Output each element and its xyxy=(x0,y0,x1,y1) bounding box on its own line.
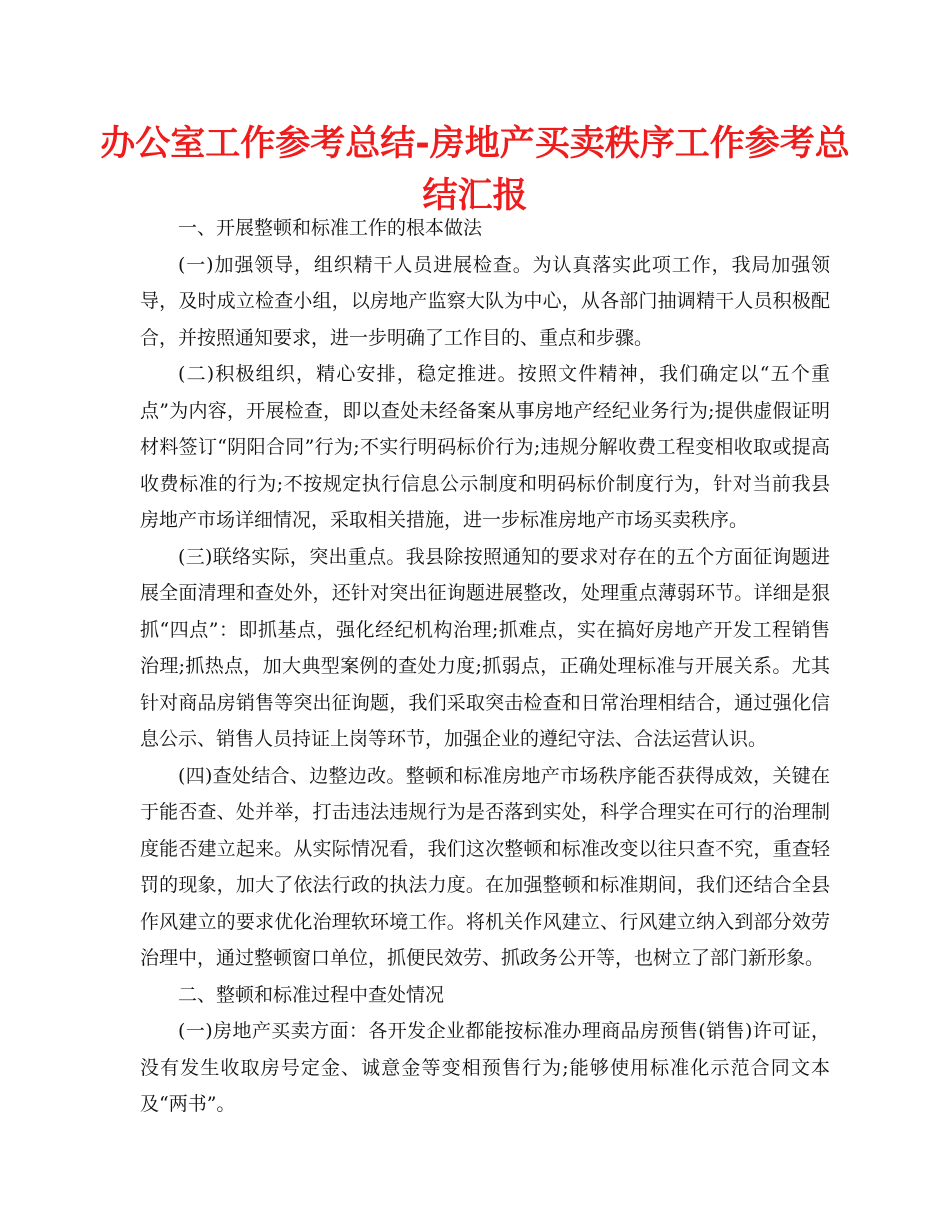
section-heading-2: 二、整顿和标准过程中查处情况 xyxy=(178,983,445,1006)
paragraph: (四)查处结合、边整边改。整顿和标准房地产市场秩序能否获得成效，关键在于能否查、处并举，打击违法违规行为是否落到实处，科学合理实在可行的治理制度能否建立起来。从实际情况看，我们这次整顿和标准改变以往只查不究，重查轻罚的现象，加大了依法行政的执法力度。在加强整顿和标准期间，我们还结合全县作风建立的要求优化治理软环境工作。将机关作风建立、行风建立纳入到部分效劳治理中，通过整顿窗口单位，抓便民效劳、抓政务公开等，也树立了部门新形象。 xyxy=(140,764,830,969)
paragraph: (一)加强领导，组织精干人员进展检查。为认真落实此项工作，我局加强领导，及时成立检查小组，以房地产监察大队为中心，从各部门抽调精干人员积极配合，并按照通知要求，进一步明确了工作目的、重点和步骤。 xyxy=(140,253,830,349)
document-body xyxy=(140,210,830,1123)
paragraph: (一)房地产买卖方面：各开发企业都能按标准办理商品房预售(销售)许可证，没有发生收取房号定金、诚意金等变相预售行为;能够使用标准化示范合同文本及“两书”。 xyxy=(140,1020,830,1115)
paragraph: (二)积极组织，精心安排，稳定推进。按照文件精神，我们确定以“五个重点”为内容，开展检查，即以查处未经备案从事房地产经纪业务行为;提供虚假证明材料签订“阴阳合同”行为;不实行明码标价行为;违规分解收费工程变相收取或提高收费标准的行为;不按规定执行信息公示制度和明码标价制度行为，针对当前我县房地产市场详细情况，采取相关措施，进一步标准房地产市场买卖秩序。 xyxy=(140,363,830,531)
document-title: 办公室工作参考总结-房地产买卖秩序工作参考总结汇报 xyxy=(100,124,850,216)
section-heading-1: 一、开展整顿和标准工作的根本做法 xyxy=(178,217,483,239)
paragraph: (三)联络实际，突出重点。我县除按照通知的要求对存在的五个方面征询题进展全面清理和查处外，还针对突出征询题进展整改，处理重点薄弱环节。详细是狠抓“四点”：即抓基点，强化经纪机构治理;抓难点，实在搞好房地产开发工程销售治理;抓热点，加大典型案例的查处力度;抓弱点，正确处理标准与开展关系。尤其针对商品房销售等突出征询题，我们采取突击检查和日常治理相结合，通过强化信息公示、销售人员持证上岗等环节，加强企业的遵纪守法、合法运营认识。 xyxy=(140,545,830,750)
